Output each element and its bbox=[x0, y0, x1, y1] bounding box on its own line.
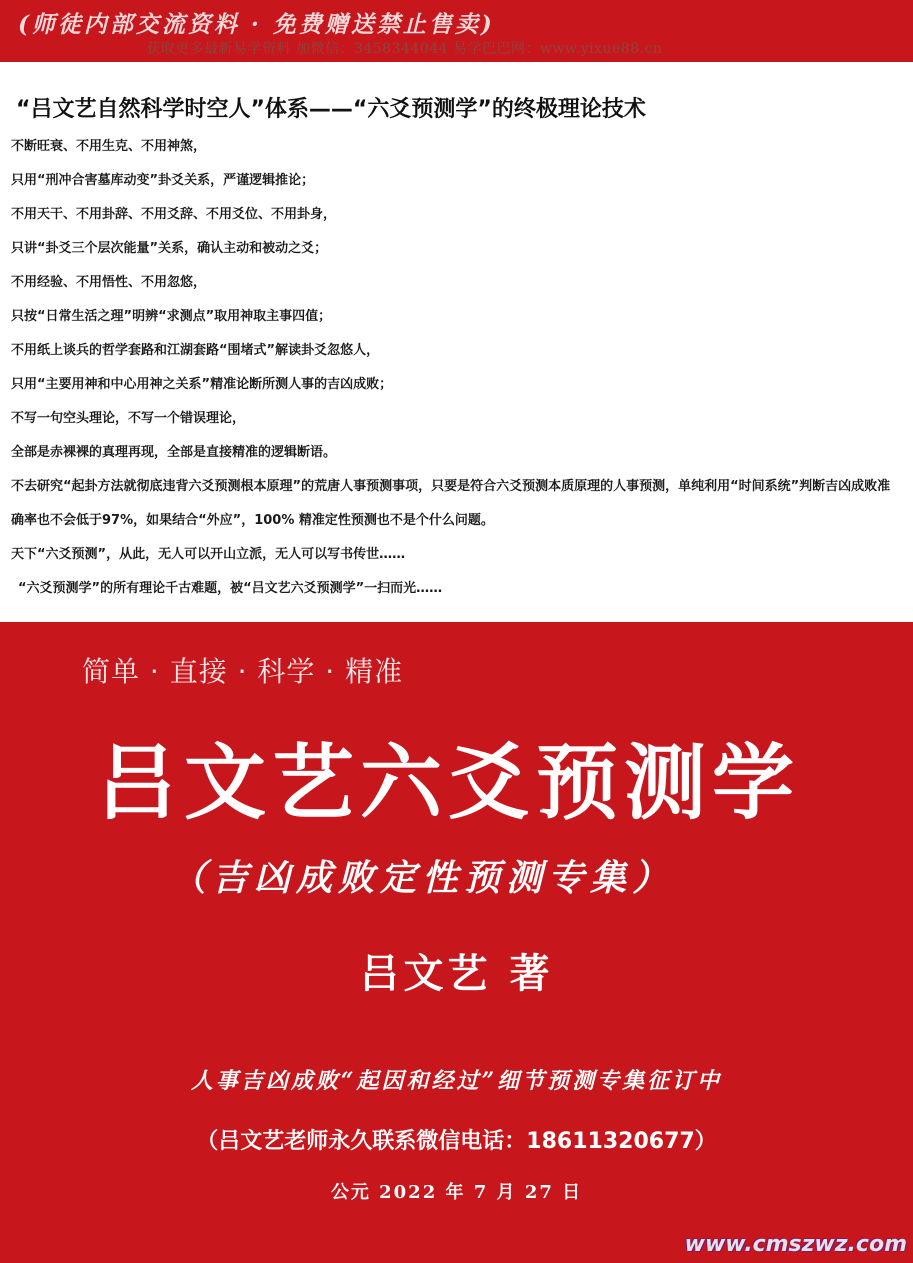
intro-line: 不用天干、不用卦辞、不用爻辞、不用爻位、不用卦身， bbox=[11, 207, 337, 222]
intro-line: 不用经验、不用悟性、不用忽悠， bbox=[11, 275, 207, 290]
intro-line: 天下“六爻预测”，从此，无人可以开山立派，无人可以写书传世…… bbox=[11, 547, 406, 562]
book-title: 吕文艺六爻预测学 bbox=[96, 735, 801, 831]
intro-heading: “吕文艺自然科学时空人”体系——“六爻预测学”的终极理论技术 bbox=[16, 97, 646, 122]
header-banner: (师徒内部交流资料 · 免费赠送禁止售卖) bbox=[18, 11, 495, 38]
intro-line: “六爻预测学”的所有理论千古难题，被“吕文艺六爻预测学”一扫而光…… bbox=[18, 581, 443, 596]
subscription-notice: 人事吉凶成败“起因和经过”细节预测专集征订中 bbox=[190, 1068, 723, 1094]
intro-line: 不断旺衰、不用生克、不用神煞， bbox=[11, 139, 207, 154]
intro-line: 不写一句空头理论，不写一个错误理论， bbox=[11, 411, 246, 426]
intro-line: 只用“刑冲合害墓库动变”卦爻关系，严谨逻辑推论； bbox=[11, 173, 315, 188]
ad-line: 获取更多最新易学资料 加微信：3458344044 易学巴巴网：www.yixue88.cn bbox=[146, 41, 663, 57]
intro-line: 不去研究“起卦方法就彻底违背六爻预测根本原理”的荒唐人事预测事项，只要是符合六爻预测本质原理的人事预测，单纯利用“时间系统”判断吉凶成败准确率也不会低于97%，如果结合“外应”，100% 精准定性预测也不是个什么问题。 bbox=[11, 479, 891, 528]
publication-date: 公元 2022 年 7 月 27 日 bbox=[330, 1182, 583, 1203]
intro-line: 不用纸上谈兵的哲学套路和江湖套路“围堵式”解读卦爻忽悠人， bbox=[11, 343, 380, 358]
intro-line: 全部是赤裸裸的真理再现，全部是直接精准的逻辑断语。 bbox=[11, 445, 337, 460]
book-subtitle: （吉凶成败定性预测专集） bbox=[170, 857, 675, 899]
intro-line: 只讲“卦爻三个层次能量”关系，确认主动和被动之爻； bbox=[11, 241, 328, 256]
book-author: 吕文艺 著 bbox=[359, 950, 554, 997]
site-watermark: www.cmszwz.com bbox=[684, 1232, 907, 1257]
intro-lines bbox=[11, 138, 903, 614]
intro-line: 只用“主要用神和中心用神之关系”精准论断所测人事的吉凶成败； bbox=[11, 377, 393, 392]
contact-line: （吕文艺老师永久联系微信电话：18611320677） bbox=[196, 1129, 717, 1154]
cover-slogan: 简单 · 直接 · 科学 · 精准 bbox=[82, 655, 404, 688]
intro-line: 只按“日常生活之理”明辨“求测点”取用神取主事四值； bbox=[11, 309, 332, 324]
